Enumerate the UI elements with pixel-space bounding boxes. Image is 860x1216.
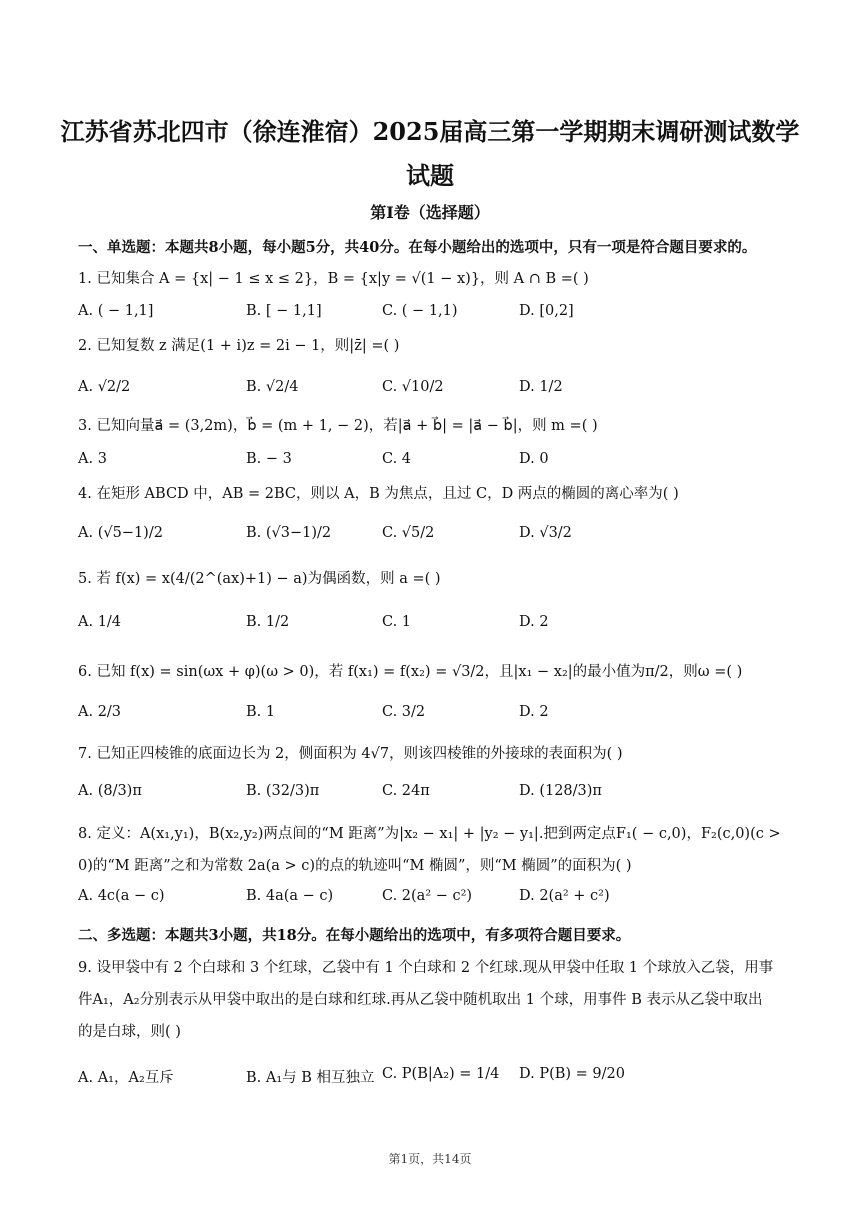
option-c: C. 3/2 [382,704,426,720]
section-single-choice-heading: 一、单选题：本题共8小题，每小题5分，共40分。在每小题给出的选项中，只有一项是符合题目要求的。 [78,239,757,256]
question-8-stem: 8. 定义：A(x₁,y₁)，B(x₂,y₂)两点间的“M 距离”为|x₂ − x₁| + |y₂ − y₁|.把到两定点F₁( − c,0)，F₂(c,0)(c > 0)的“M 距离”之和为常数 2a(a > c)的点的轨迹叫“M 椭圆”，则“M 椭圆”的面积为( ) [78,826,781,874]
option-c: C. P(B|A₂) = 1/4 [382,1066,500,1082]
document-title-line1: 江苏省苏北四市（徐连淮宿）2025届高三第一学期期末调研测试数学 [60,117,800,146]
option-b: B. − 3 [246,451,292,467]
option-b: B. 1/2 [246,614,290,630]
option-a: A. A₁，A₂互斥 [78,1070,174,1086]
option-b: B. (√3−1)/2 [246,525,332,541]
option-a: A. 3 [78,451,107,467]
question-4-options [78,525,798,551]
question-6-options [78,704,798,730]
question-9-options [78,1066,798,1092]
question-1-options [78,303,798,329]
page-footer: 第1页，共14页 [388,1152,472,1166]
option-d: D. P(B) = 9/20 [519,1066,625,1082]
question-2-stem: 2. 已知复数 z 满足(1 + i)z = 2i − 1，则|z̄| =( ) [78,338,400,354]
option-b: B. 1 [246,704,276,720]
option-b: B. (32/3)π [246,783,320,799]
option-b: B. √2/4 [246,379,299,395]
option-d: D. 2(a² + c²) [519,888,610,904]
option-c: C. 4 [382,451,412,467]
question-8-options [78,888,798,914]
option-d: D. 0 [519,451,549,467]
option-a: A. (8/3)π [78,783,142,799]
question-9-stem: 9. 设甲袋中有 2 个白球和 3 个红球，乙袋中有 1 个白球和 2 个红球.现从甲袋中任取 1 个球放入乙袋，用事 件A₁，A₂分别表示从甲袋中取出的是白球和红球.再从乙袋中随机取出 1 个球，用事件 B 表示从乙袋中取出 的是白球，则( ) [78,960,774,1040]
option-d: D. [0,2] [519,303,574,319]
option-a: A. 1/4 [78,614,122,630]
option-b: B. A₁与 B 相互独立 [246,1070,375,1086]
paper-part-heading: 第I卷（选择题） [370,203,490,222]
option-a: A. 4c(a − c) [78,888,165,904]
question-7-options [78,783,798,809]
section-multiple-choice-heading: 二、多选题：本题共3小题，共18分。在每小题给出的选项中，有多项符合题目要求。 [78,927,631,944]
question-6-stem: 6. 已知 f(x) = sin(ωx + φ)(ω > 0)，若 f(x₁) = f(x₂) = √3/2，且|x₁ − x₂|的最小值为π/2，则ω =( ) [78,664,743,680]
option-c: C. √5/2 [382,525,435,541]
option-b: B. 4a(a − c) [246,888,334,904]
option-d: D. 1/2 [519,379,563,395]
question-7-stem: 7. 已知正四棱锥的底面边长为 2，侧面积为 4√7，则该四棱锥的外接球的表面积为( ) [78,746,623,762]
option-a: A. 2/3 [78,704,122,720]
option-c: C. ( − 1,1) [382,303,458,319]
question-3-options [78,451,798,477]
question-5-options [78,614,798,640]
option-a: A. (√5−1)/2 [78,525,163,541]
question-4-stem: 4. 在矩形 ABCD 中，AB = 2BC，则以 A，B 为焦点，且过 C，D 两点的椭圆的离心率为( ) [78,486,679,502]
option-c: C. 2(a² − c²) [382,888,473,904]
option-c: C. 24π [382,783,430,799]
question-5-stem: 5. 若 f(x) = x(4/(2^(ax)+1) − a)为偶函数，则 a =( ) [78,571,441,587]
question-2-options [78,379,798,405]
document-title-line2: 试题 [406,161,454,190]
option-c: C. √10/2 [382,379,444,395]
option-d: D. (128/3)π [519,783,602,799]
option-d: D. √3/2 [519,525,572,541]
option-a: A. √2/2 [78,379,131,395]
option-b: B. [ − 1,1] [246,303,322,319]
option-d: D. 2 [519,704,549,720]
option-a: A. ( − 1,1] [78,303,154,319]
question-1-stem: 1. 已知集合 A = {x| − 1 ≤ x ≤ 2}，B = {x|y = √(1 − x)}，则 A ∩ B =( ) [78,271,589,287]
option-c: C. 1 [382,614,412,630]
question-3-stem: 3. 已知向量a⃗ = (3,2m)，b⃗ = (m + 1, − 2)，若|a⃗ + b⃗| = |a⃗ − b⃗|，则 m =( ) [78,418,598,434]
option-d: D. 2 [519,614,549,630]
